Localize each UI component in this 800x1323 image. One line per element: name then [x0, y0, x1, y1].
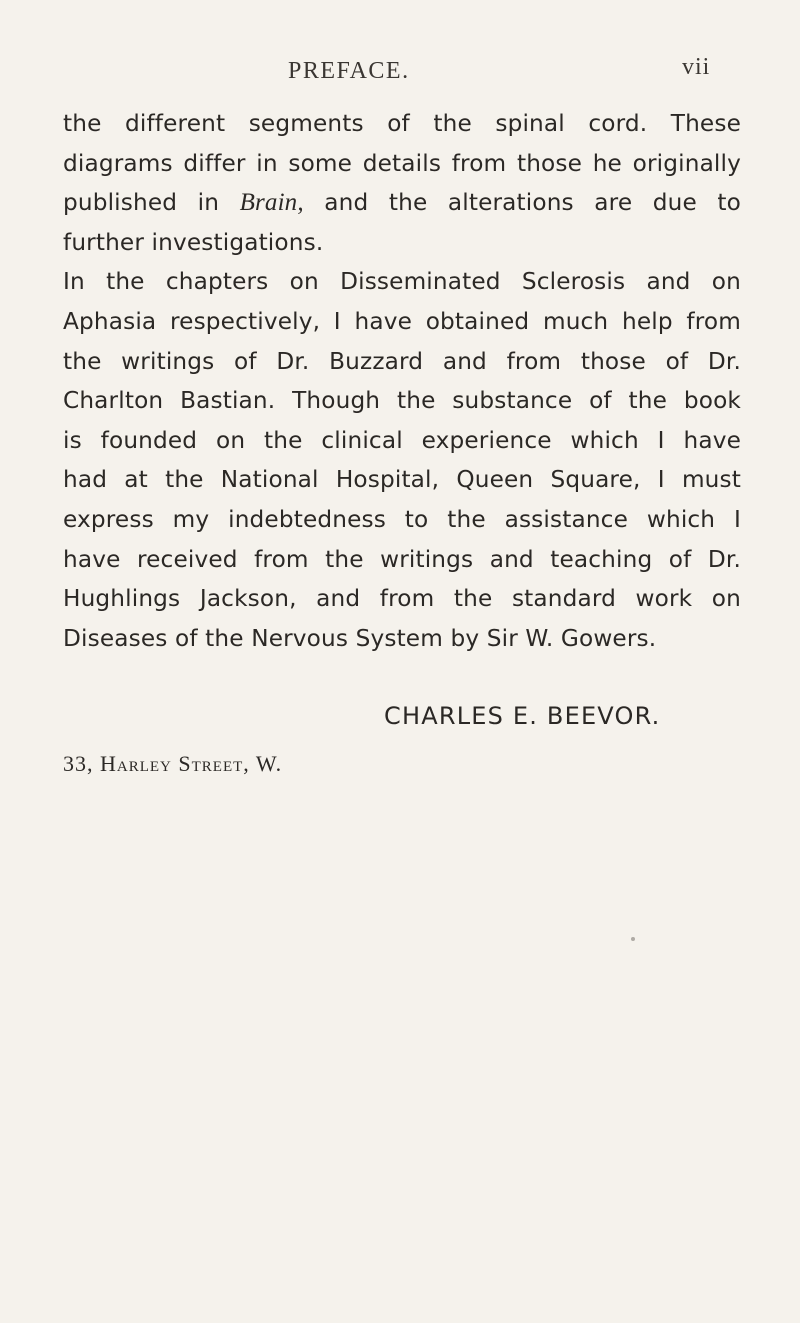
journal-title: Brain,	[239, 189, 304, 217]
text-line: Diseases of the Nervous System by Sir W. Gowers.	[63, 624, 657, 652]
text-line: In the chapters on Disseminated Sclerosis and on	[63, 268, 741, 296]
paper-speck	[631, 937, 635, 941]
text-line: had at the National Hospital, Queen Square, I must	[63, 466, 741, 494]
text-line: the different segments of the spinal cord. These	[63, 110, 741, 137]
running-head: PREFACE.	[288, 58, 410, 84]
author-address: 33, Harley Street, W.	[63, 751, 283, 776]
text-line: have received from the writings and teaching of Dr.	[63, 545, 741, 573]
text-line: diagrams differ in some details from those he originally	[63, 149, 741, 177]
text-line: is founded on the clinical experience which I have	[63, 426, 741, 454]
text-line: Charlton Bastian. Though the substance of the book	[63, 387, 741, 415]
text-line: further investigations.	[63, 228, 324, 256]
text-line: Hughlings Jackson, and from the standard work on	[63, 585, 741, 613]
text-line: the writings of Dr. Buzzard and from those of Dr.	[63, 347, 741, 375]
page-number: vii	[682, 54, 711, 80]
preface-body	[63, 104, 741, 658]
author-signature: CHARLES E. BEEVOR.	[384, 702, 661, 730]
page-header	[0, 48, 800, 88]
text-line: Aphasia respectively, I have obtained much help from	[63, 307, 741, 335]
text-line: published in Brain, and the alterations are due to	[63, 189, 742, 217]
text-line: express my indebtedness to the assistance which I	[63, 505, 741, 533]
